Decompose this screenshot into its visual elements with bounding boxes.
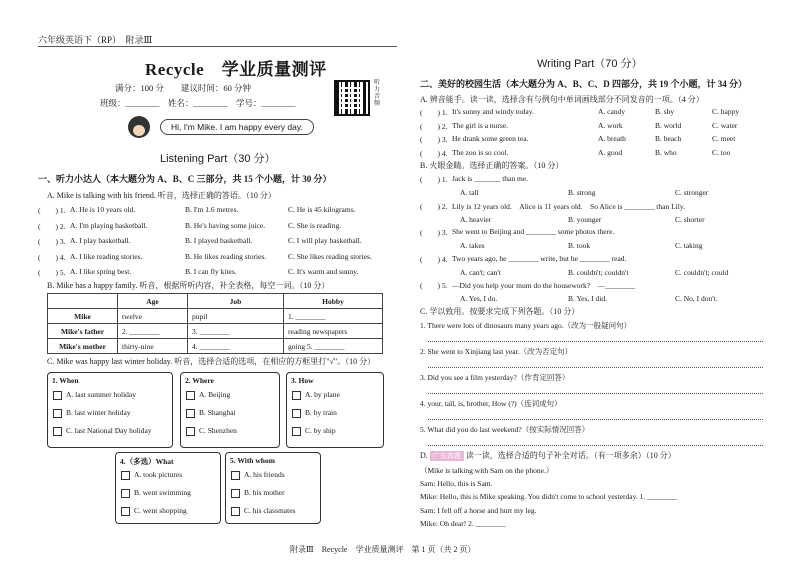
table-header: Hobby bbox=[284, 294, 383, 309]
question-text: —Did you help your mum do the housework? —________ bbox=[452, 281, 636, 290]
qr-label: 听力音频 bbox=[374, 80, 381, 107]
option-a[interactable]: A. I like spring best. bbox=[70, 267, 132, 276]
question-number[interactable]: ( ) 2. bbox=[420, 121, 448, 131]
option-b[interactable]: B. shy bbox=[655, 107, 675, 116]
option-b[interactable]: B. strong bbox=[568, 188, 596, 197]
question-number[interactable]: ( ) 4. bbox=[420, 148, 448, 158]
checkbox-icon[interactable] bbox=[292, 409, 301, 418]
transform-question: 2. She went to Xinjiang last year.（改为否定句） bbox=[420, 347, 573, 356]
checkbox-option[interactable] bbox=[121, 506, 187, 516]
checkbox-icon[interactable] bbox=[53, 409, 62, 418]
writing-b-intro: B. 火眼金睛。选择正确的答案。（10 分） bbox=[420, 161, 564, 170]
table-row bbox=[48, 324, 383, 339]
writing-score: （70 分） bbox=[594, 58, 643, 70]
checkbox-option[interactable] bbox=[231, 488, 285, 498]
option-b[interactable]: B. I can fly kites. bbox=[185, 267, 237, 276]
option-a[interactable]: A. work bbox=[598, 120, 623, 130]
option-b[interactable]: B. I played basketball. bbox=[185, 236, 253, 245]
option-c[interactable]: C. taking bbox=[675, 241, 703, 250]
transform-question: 5. What did you do last weekend?（按实际情况回答） bbox=[420, 425, 590, 434]
answer-line[interactable] bbox=[428, 445, 763, 446]
checkbox-label: B. went swimming bbox=[134, 488, 191, 497]
listening-title bbox=[160, 150, 276, 166]
dialogue-line: Mike: Oh dear! 2. ________ bbox=[420, 519, 506, 528]
checkbox-label: A. his friends bbox=[244, 470, 285, 479]
question-text: Lily is 12 years old. Alice is 11 years old. So Alice is ________ than Lily. bbox=[452, 201, 685, 211]
table-cell: Mike's father bbox=[48, 324, 118, 339]
checkbox-icon[interactable] bbox=[53, 391, 62, 400]
qr-code-icon[interactable] bbox=[334, 80, 370, 116]
checkbox-icon[interactable] bbox=[292, 391, 301, 400]
writing-c-intro: C. 学以致用。按要求完成下列各题。（10 分） bbox=[420, 307, 580, 316]
option-b[interactable]: B. took bbox=[568, 241, 591, 250]
checkbox-icon[interactable] bbox=[231, 489, 240, 498]
checkbox-option[interactable] bbox=[53, 390, 136, 400]
option-a[interactable]: A. takes bbox=[460, 241, 485, 250]
option-b[interactable]: B. I'm 1.6 metres. bbox=[185, 205, 239, 214]
dialogue-line: Sam: I fell off a horse and hurt my leg. bbox=[420, 505, 537, 515]
checkbox-option[interactable] bbox=[53, 408, 131, 418]
checkbox-label: B. by train bbox=[305, 408, 337, 417]
table-cell: reading newspapers bbox=[284, 324, 383, 339]
listening-title-text: Listening Part bbox=[160, 153, 228, 165]
choice-box-title: 1. When bbox=[52, 376, 79, 385]
answer-line[interactable] bbox=[428, 419, 763, 420]
checkbox-option[interactable] bbox=[121, 488, 191, 498]
speech-bubble: Hi, I'm Mike. I am happy every day. bbox=[160, 119, 314, 135]
listening-a-intro: A. Mike is talking with his friend. 听音，选择正确的答语。（10 分） bbox=[47, 191, 276, 200]
question-number[interactable]: ( ) 4. bbox=[38, 252, 66, 262]
table-cell-blank[interactable]: 2. ________ bbox=[118, 324, 188, 339]
checkbox-icon[interactable] bbox=[53, 427, 62, 436]
checkbox-option[interactable] bbox=[292, 408, 337, 418]
writing-d-intro bbox=[420, 450, 676, 461]
question-number[interactable]: ( ) 5. bbox=[420, 281, 448, 290]
mike-avatar-icon bbox=[128, 116, 150, 138]
option-b[interactable]: B. He's having some juice. bbox=[185, 220, 266, 230]
page-header: 六年级英语下（RP） 附录Ⅲ bbox=[38, 35, 153, 45]
option-c[interactable]: C. water bbox=[712, 120, 738, 130]
checkbox-option[interactable] bbox=[186, 426, 237, 436]
header-divider bbox=[38, 46, 397, 47]
option-c[interactable]: C. shorter bbox=[675, 214, 705, 224]
example-sentence: The girl is a nurse. bbox=[452, 120, 509, 130]
option-c[interactable]: C. too bbox=[712, 147, 731, 157]
page-title: Recycle 学业质量测评 bbox=[145, 60, 327, 79]
writing-a-intro: A. 辨音能手。读一读，选择含有与例句中单词画线部分不同发音的一项。（4 分） bbox=[420, 95, 704, 104]
student-fields: 班级：________ 姓名：________ 学号：________ bbox=[100, 98, 296, 108]
option-a[interactable]: A. Yes, I do. bbox=[460, 294, 498, 303]
checkbox-option[interactable] bbox=[186, 390, 230, 400]
option-b[interactable]: B. beach bbox=[655, 134, 682, 143]
option-c[interactable]: C. stronger bbox=[675, 188, 709, 197]
question-number[interactable]: ( ) 1. bbox=[38, 206, 66, 215]
option-c[interactable]: C. meet bbox=[712, 134, 736, 143]
checkbox-icon[interactable] bbox=[231, 507, 240, 516]
checkbox-label: A. by plane bbox=[305, 390, 340, 399]
checkbox-icon[interactable] bbox=[121, 471, 130, 480]
family-table bbox=[47, 293, 383, 354]
answer-line[interactable] bbox=[428, 341, 763, 342]
checkbox-label: A. last summer holiday bbox=[66, 390, 136, 399]
example-sentence: He drank some green tea. bbox=[452, 134, 529, 143]
option-a[interactable]: A. I like reading stories. bbox=[70, 251, 143, 261]
checkbox-option[interactable] bbox=[186, 408, 236, 418]
checkbox-icon[interactable] bbox=[186, 427, 195, 436]
choice-box-title: 2. Where bbox=[185, 376, 214, 385]
choice-box-title: 3. How bbox=[291, 376, 314, 385]
table-header bbox=[48, 294, 118, 309]
table-cell: Mike's mother bbox=[48, 339, 118, 354]
checkbox-icon[interactable] bbox=[292, 427, 301, 436]
example-sentence: It's sunny and windy today. bbox=[452, 107, 534, 116]
option-b[interactable]: B. younger bbox=[568, 214, 602, 224]
option-c[interactable]: C. happy bbox=[712, 107, 740, 116]
table-row bbox=[48, 309, 383, 324]
question-number[interactable]: ( ) 3. bbox=[420, 135, 448, 144]
checkbox-option[interactable] bbox=[53, 426, 152, 436]
option-a[interactable]: A. breath bbox=[598, 134, 626, 143]
checkbox-label: A. Beijing bbox=[199, 390, 231, 399]
table-cell: thirty-nine bbox=[118, 339, 188, 354]
transform-question: 4. your, tall, is, brother, How (?)（连词成句） bbox=[420, 399, 562, 408]
option-b[interactable]: B. He likes reading stories. bbox=[185, 251, 267, 261]
checkbox-option[interactable] bbox=[231, 470, 285, 480]
option-a[interactable]: A. I'm playing basketball. bbox=[70, 220, 148, 230]
option-b[interactable]: B. couldn't; couldn't bbox=[568, 267, 629, 277]
option-b[interactable]: B. who bbox=[655, 147, 677, 157]
checkbox-icon[interactable] bbox=[121, 507, 130, 516]
option-b[interactable]: B. Yes, I did. bbox=[568, 294, 607, 303]
example-sentence: The zoo is so cool. bbox=[452, 147, 509, 157]
question-number[interactable]: ( ) 3. bbox=[38, 237, 66, 246]
question-number[interactable]: ( ) 1. bbox=[420, 175, 448, 184]
table-cell-blank[interactable]: 1. ________ bbox=[284, 309, 383, 324]
listening-section: 一、听力小达人（本大题分为 A、B、C 三部分，共 15 个小题，计 30 分） bbox=[38, 174, 332, 184]
table-header: Job bbox=[188, 294, 284, 309]
table-cell: Mike bbox=[48, 309, 118, 324]
question-number[interactable]: ( ) 5. bbox=[38, 268, 66, 277]
option-c[interactable]: C. She is reading. bbox=[288, 220, 342, 230]
table-row bbox=[48, 339, 383, 354]
table-cell: twelve bbox=[118, 309, 188, 324]
option-a[interactable]: A. He is 10 years old. bbox=[70, 205, 136, 214]
dialogue-line: Sam: Hello, this is Sam. bbox=[420, 478, 493, 488]
transform-question: 3. Did you see a film yesterday?（作肯定回答） bbox=[420, 373, 570, 382]
checkbox-option[interactable] bbox=[231, 506, 295, 516]
page-footer: 附录Ⅲ Recycle 学业质量测评 第 1 页（共 2 页） bbox=[290, 545, 476, 554]
table-header: Age bbox=[118, 294, 188, 309]
checkbox-icon[interactable] bbox=[186, 409, 195, 418]
checkbox-icon[interactable] bbox=[231, 471, 240, 480]
choice-box-title: 5. With whom bbox=[230, 456, 275, 465]
checkbox-option[interactable] bbox=[121, 470, 182, 480]
option-c[interactable]: C. couldn't; could bbox=[675, 267, 729, 277]
table-header-row bbox=[48, 294, 383, 309]
question-number[interactable]: ( ) 2. bbox=[420, 201, 448, 211]
option-c[interactable]: C. It's warm and sunny. bbox=[288, 267, 359, 276]
checkbox-label: C. Shenzhen bbox=[199, 426, 237, 435]
listening-b-intro: B. Mike has a happy family. 听音，根据所听内容，补全表格，每空一词。（10 分） bbox=[47, 281, 330, 290]
dialogue-line: Mike: Hello, this is Mike speaking. You didn't come to school yesterday. 1. ________ bbox=[420, 492, 678, 501]
option-c[interactable]: C. I will play basketball. bbox=[288, 236, 362, 245]
dialogue-line: （Mike is talking with Sam on the phone.） bbox=[420, 466, 554, 475]
question-number[interactable]: ( ) 2. bbox=[38, 221, 66, 231]
answer-line[interactable] bbox=[428, 393, 763, 394]
writing-d-text: 读一读，选择合适的句子补全对话。（有一项多余）（10 分） bbox=[465, 451, 676, 460]
checkbox-option[interactable] bbox=[292, 390, 340, 400]
table-cell-blank[interactable]: 3. ________ bbox=[188, 324, 284, 339]
writing-d-label: D. bbox=[420, 451, 428, 460]
question-text: Two years ago, he ________ write, but he ________ read. bbox=[452, 253, 627, 263]
listening-score: （30 分） bbox=[227, 153, 276, 165]
option-a[interactable]: A. can't; can't bbox=[460, 267, 501, 277]
checkbox-label: C. by ship bbox=[305, 426, 336, 435]
option-a[interactable]: A. tall bbox=[460, 188, 479, 197]
option-c[interactable]: C. He is 45 kilograms. bbox=[288, 205, 356, 214]
option-c[interactable]: C. She likes reading stories. bbox=[288, 251, 372, 261]
checkbox-option[interactable] bbox=[292, 426, 336, 436]
question-number[interactable]: ( ) 1. bbox=[420, 108, 448, 117]
choice-box-title: 4.（多选）What bbox=[120, 457, 174, 466]
option-b[interactable]: B. world bbox=[655, 120, 682, 130]
table-cell-blank[interactable]: 4. ________ bbox=[188, 339, 284, 354]
option-a[interactable]: A. candy bbox=[598, 107, 626, 116]
question-number[interactable]: ( ) 3. bbox=[420, 228, 448, 237]
checkbox-label: B. last winter holiday bbox=[66, 408, 131, 417]
option-c[interactable]: C. No, I don't. bbox=[675, 294, 718, 303]
checkbox-icon[interactable] bbox=[121, 489, 130, 498]
question-number[interactable]: ( ) 4. bbox=[420, 254, 448, 264]
table-cell-blank[interactable]: going 5. ________ bbox=[284, 339, 383, 354]
checkbox-label: A. took pictures bbox=[134, 470, 183, 479]
listening-c-intro: C. Mike was happy last winter holiday. 听音，选择合适的选项，在相应的方框里打"√"。（10 分） bbox=[47, 357, 376, 366]
writing-title-text: Writing Part bbox=[537, 58, 595, 70]
score-time: 满分：100 分 建议时间：60 分钟 bbox=[115, 83, 252, 93]
checkbox-label: C. his classmates bbox=[244, 506, 296, 515]
writing-section: 二、美好的校园生活（本大题分为 A、B、C、D 四部分，共 19 个小题，计 34 分） bbox=[420, 79, 748, 89]
checkbox-label: C. last National Day holiday bbox=[66, 426, 152, 435]
option-a[interactable]: A. heavier bbox=[460, 214, 492, 224]
question-text: Jack is _______ than me. bbox=[452, 174, 529, 183]
table-cell: pupil bbox=[188, 309, 284, 324]
transform-question: 1. There were lots of dinosaurs many years ago.（改为一般疑问句） bbox=[420, 321, 632, 330]
answer-line[interactable] bbox=[428, 367, 763, 368]
checkbox-label: C. went shopping bbox=[134, 506, 187, 515]
checkbox-icon[interactable] bbox=[186, 391, 195, 400]
question-text: She went to Beijing and ________ some photos there. bbox=[452, 227, 615, 236]
checkbox-label: B. Shanghai bbox=[199, 408, 236, 417]
option-a[interactable]: A. I play basketball. bbox=[70, 236, 131, 245]
checkbox-label: B. his mother bbox=[244, 488, 285, 497]
option-a[interactable]: A. good bbox=[598, 147, 623, 157]
exam-tag: 广东真题 bbox=[430, 451, 464, 461]
writing-title bbox=[537, 55, 643, 71]
